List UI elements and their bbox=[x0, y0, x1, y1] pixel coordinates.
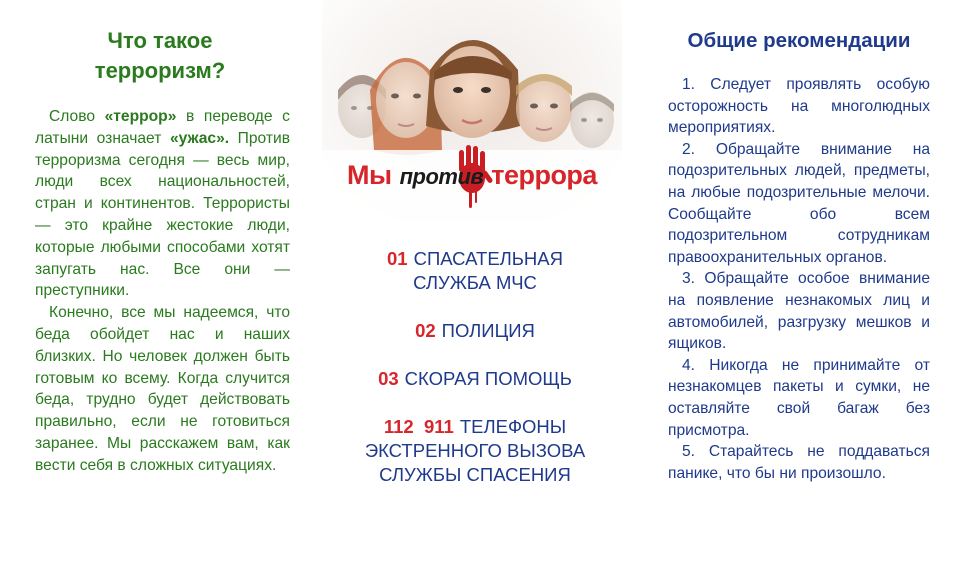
phone-number: 01 bbox=[387, 248, 408, 269]
recommendation-item: 5. Старайтесь не поддаваться панике, что бы ни произошло. bbox=[668, 443, 930, 482]
phone-service: СЛУЖБЫ СПАСЕНИЯ bbox=[379, 464, 571, 485]
phone-entry-112-911 bbox=[330, 415, 620, 487]
poster-caption bbox=[322, 160, 622, 191]
left-body bbox=[35, 106, 290, 477]
caption-we: Мы bbox=[347, 160, 392, 190]
recommendation-item: 1. Следует проявлять особую осторожность на многолюдных мероприятиях. bbox=[668, 76, 930, 137]
left-title-line1: Что такое bbox=[107, 28, 213, 53]
caption-against: против bbox=[399, 164, 484, 189]
left-column bbox=[35, 26, 290, 477]
phone-service: СПАСАТЕЛЬНАЯ bbox=[413, 248, 563, 269]
phone-entry-03 bbox=[330, 367, 620, 391]
right-column bbox=[668, 28, 930, 484]
caption-terror: террора bbox=[491, 160, 597, 190]
phone-entry-02 bbox=[330, 319, 620, 343]
phone-number: 02 bbox=[415, 320, 436, 341]
phone-service: ЭКСТРЕННОГО ВЫЗОВА bbox=[364, 440, 586, 461]
recommendations-list bbox=[668, 74, 930, 484]
phone-service: ПОЛИЦИЯ bbox=[441, 320, 535, 341]
child-face-right bbox=[516, 74, 572, 142]
phone-number: 03 bbox=[378, 368, 399, 389]
phone-service: СЛУЖБА МЧС bbox=[413, 272, 537, 293]
right-title: Общие рекомендации bbox=[687, 29, 911, 52]
recommendation-item: 3. Обращайте особое внимание на появление незнакомых лиц и автомобилей, разгрузку мешков и ящиков. bbox=[668, 270, 930, 353]
left-paragraph-1: Слово «террор» в переводе с латыни означает «ужас». Против терроризма сегодня — весь мир, люди всех национальностей, стран и континентов. Террористы — это крайне жестокие люди, которые любыми способами хотят запугать нас. Все они — преступники. bbox=[35, 108, 290, 300]
term-horror: «ужас». bbox=[169, 129, 230, 147]
child-face-right-far bbox=[570, 92, 614, 148]
emergency-phones bbox=[330, 247, 620, 487]
poster-image bbox=[322, 0, 622, 222]
term-terror: «террор» bbox=[104, 108, 177, 125]
child-face-center bbox=[426, 40, 520, 138]
recommendation-item: 2. Обращайте внимание на подозрительных людей, предметы, на любые подозрительные мелочи. Сообщайте обо всем подозрительном сотрудникам правоохранительных органов. bbox=[668, 140, 930, 266]
left-paragraph-2: Конечно, все мы надеемся, что беда обойдет нас и наших близких. Но человек должен быть готовым ко всему. Когда случится беда, трудно будет действовать правильно, если не готовиться заранее. Мы расскажем вам, как вести себя в сложных ситуациях. bbox=[35, 304, 290, 474]
phone-number: 112 911 bbox=[383, 416, 454, 437]
phone-service: СКОРАЯ ПОМОЩЬ bbox=[404, 368, 572, 389]
left-title-line2: терроризм? bbox=[94, 58, 226, 83]
recommendation-item: 4. Никогда не принимайте от незнакомцев пакеты и сумки, не оставляйте свой багаж без присмотра. bbox=[668, 356, 930, 439]
phone-service: ТЕЛЕФОНЫ bbox=[459, 416, 567, 437]
left-title bbox=[35, 26, 285, 86]
phone-entry-01 bbox=[330, 247, 620, 295]
